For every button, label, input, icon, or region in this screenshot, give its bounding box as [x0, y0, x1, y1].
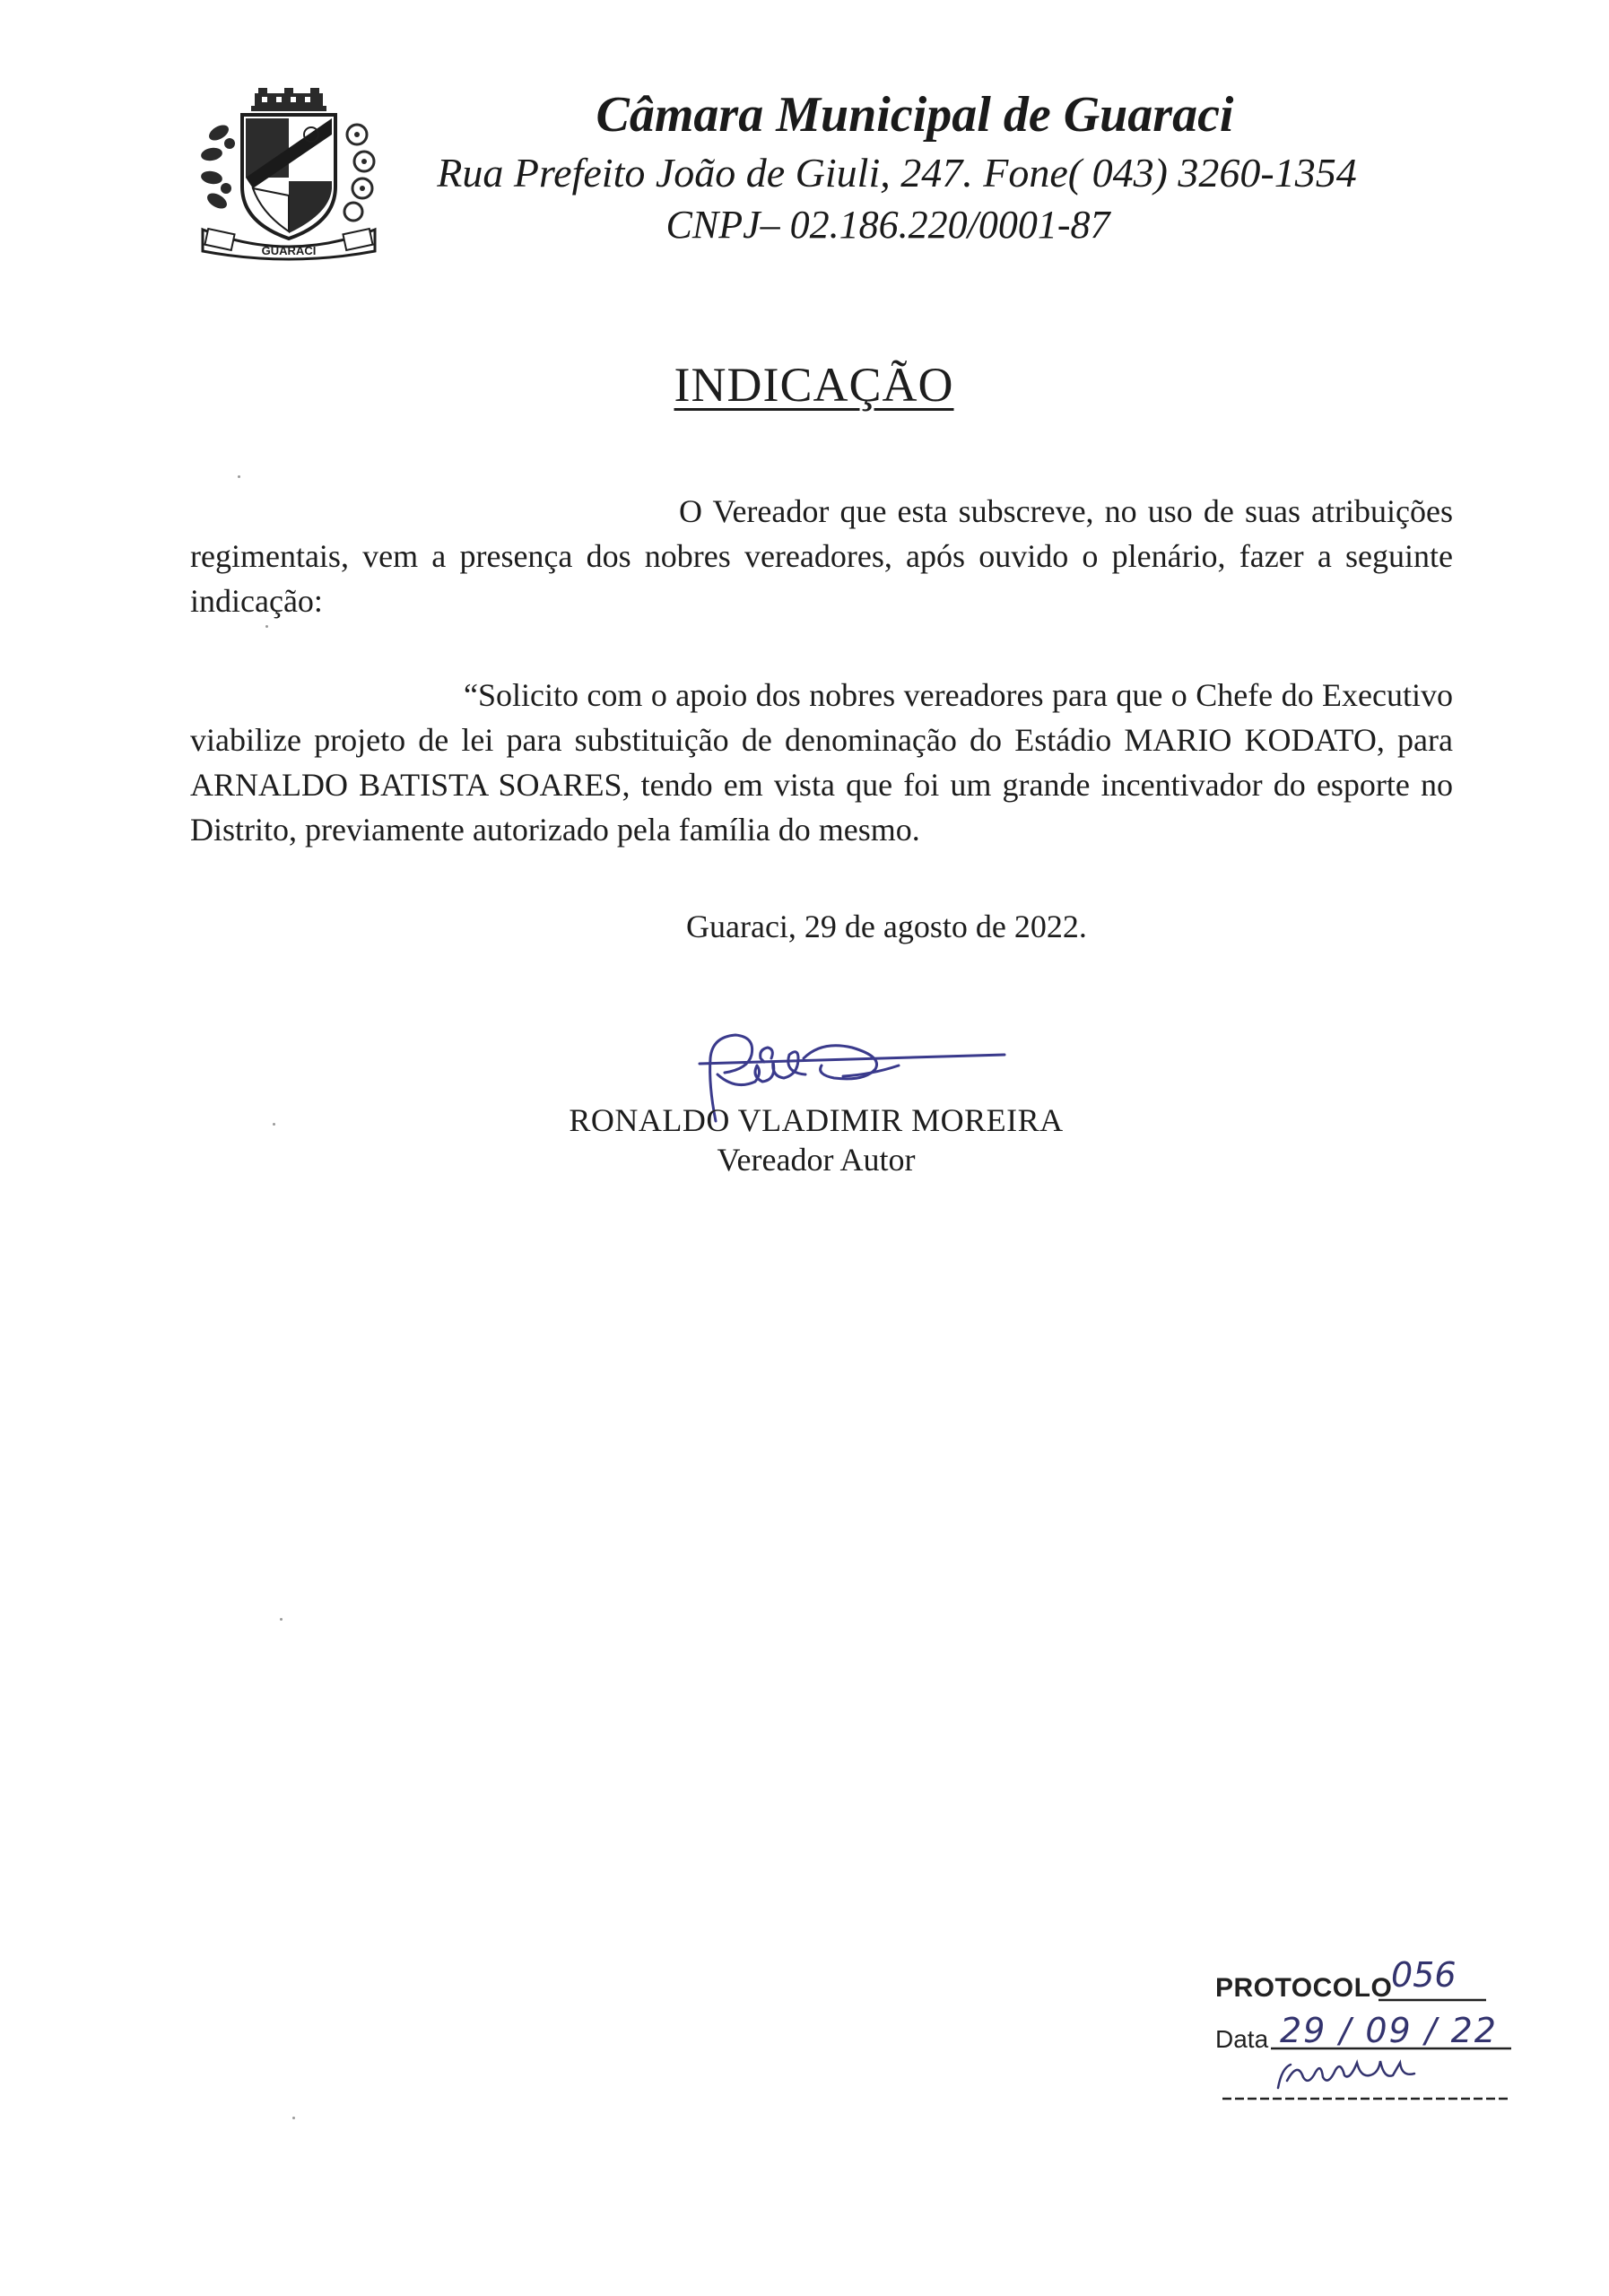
document-title [0, 357, 1609, 413]
protocolo-label: PROTOCOLO [1215, 1973, 1393, 2003]
signer-role: Vereador Autor [717, 1142, 916, 1178]
data-label: Data [1215, 2025, 1269, 2053]
institution-name: Câmara Municipal de Guaraci [596, 87, 1234, 143]
request-paragraph: “Solicito com o apoio dos nobres vereadores para que o Chefe do Executivo viabilize projeto de lei para substituição de denominação do Estádio MARIO KODATO, para ARNALDO BATISTA SOARES, tendo em vista que foi um grande incentivador do esporte no Distrito, previamente autorizado pela família do mesmo. [190, 677, 1453, 848]
institution-cnpj: CNPJ– 02.186.220/0001-87 [665, 203, 1110, 247]
scan-speck [292, 2117, 295, 2119]
scan-speck [238, 475, 240, 478]
institution-address: Rua Prefeito João de Giuli, 247. Fone( 043) 3260-1354 [437, 150, 1357, 196]
document-title-text: INDICAÇÃO [674, 358, 954, 412]
signer-name: RONALDO VLADIMIR MOREIRA [569, 1102, 1064, 1138]
protocol-stamp [1215, 1955, 1520, 2108]
intro-paragraph: O Vereador que esta subscreve, no uso de suas atribuições regimentais, vem a presença dos nobres vereadores, após ouvido o plenário, fazer a seguinte indicação: [190, 493, 1453, 619]
municipal-crest-logo [199, 88, 378, 267]
protocolo-number: 056 [1391, 1955, 1457, 1995]
protocolo-date: 29 / 09 / 22 [1280, 2011, 1498, 2050]
letterhead [422, 83, 1372, 251]
scan-speck [280, 1618, 283, 1621]
svg-text:GUARACI: GUARACI [261, 244, 317, 257]
scan-speck [265, 625, 268, 628]
date-line: Guaraci, 29 de agosto de 2022. [686, 909, 1087, 944]
scan-speck [273, 1123, 275, 1126]
